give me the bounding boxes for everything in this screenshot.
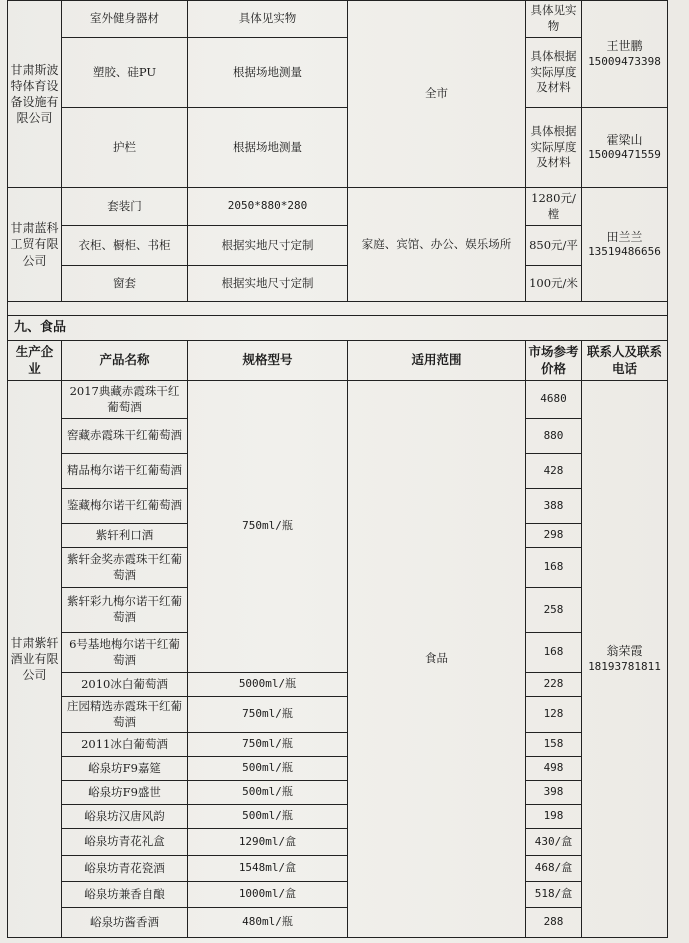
product-name: 峪泉坊酱香酒 (62, 908, 188, 938)
price: 158 (526, 733, 582, 757)
price: 具体根据实际厚度及材料 (526, 108, 582, 188)
product-name: 窖藏赤霞珠干红葡萄酒 (62, 419, 188, 454)
contact-phone: 15009473398 (588, 54, 661, 68)
spec: 500ml/瓶 (188, 805, 348, 829)
price: 258 (526, 588, 582, 633)
product-name: 2011冰白葡萄酒 (62, 733, 188, 757)
price: 298 (526, 524, 582, 548)
price: 428 (526, 454, 582, 489)
scope: 食品 (348, 381, 526, 938)
table-row (8, 226, 668, 266)
spec: 1290ml/盒 (188, 829, 348, 856)
spec: 根据实地尺寸定制 (188, 226, 348, 266)
product-name: 峪泉坊兼香自酿 (62, 882, 188, 908)
table-row (8, 673, 668, 697)
spec: 750ml/瓶 (188, 697, 348, 733)
table-row (8, 38, 668, 108)
company-name: 甘肃紫轩酒业有限公司 (8, 381, 62, 938)
price: 具体根据实际厚度及材料 (526, 38, 582, 108)
table-row (8, 381, 668, 419)
product-name: 紫轩利口酒 (62, 524, 188, 548)
product-name: 室外健身器材 (62, 1, 188, 38)
spec: 具体见实物 (188, 1, 348, 38)
table-row (8, 908, 668, 938)
table-row (8, 697, 668, 733)
spec: 5000ml/瓶 (188, 673, 348, 697)
price: 1280元/樘 (526, 188, 582, 226)
price: 228 (526, 673, 582, 697)
contact (582, 381, 668, 938)
spec: 1548ml/盒 (188, 856, 348, 882)
product-name: 衣柜、橱柜、书柜 (62, 226, 188, 266)
spacer-row (8, 302, 668, 316)
spec: 2050*880*280 (188, 188, 348, 226)
spec: 750ml/瓶 (188, 733, 348, 757)
price: 388 (526, 489, 582, 524)
spec: 根据场地测量 (188, 108, 348, 188)
contact-name: 霍梁山 (606, 132, 643, 147)
spec: 500ml/瓶 (188, 757, 348, 781)
price: 168 (526, 633, 582, 673)
company-name: 甘肃斯波特体育设备设施有限公司 (8, 1, 62, 188)
price: 430/盒 (526, 829, 582, 856)
contact-phone: 13519486656 (588, 245, 661, 259)
price: 128 (526, 697, 582, 733)
table-row (8, 856, 668, 882)
price: 288 (526, 908, 582, 938)
product-name: 套装门 (62, 188, 188, 226)
table-row (8, 108, 668, 188)
product-name: 窗套 (62, 266, 188, 302)
product-name: 峪泉坊汉唐风韵 (62, 805, 188, 829)
table-row (8, 733, 668, 757)
price: 468/盒 (526, 856, 582, 882)
product-name: 鉴藏梅尔诺干红葡萄酒 (62, 489, 188, 524)
section-title: 九、食品 (8, 316, 668, 341)
spec: 1000ml/盒 (188, 882, 348, 908)
price: 4680 (526, 381, 582, 419)
price: 850元/平 (526, 226, 582, 266)
spec: 750ml/瓶 (188, 381, 348, 673)
price: 198 (526, 805, 582, 829)
product-name: 塑胶、硅PU (62, 38, 188, 108)
contact-name: 王世鹏 (606, 39, 643, 54)
table-row (8, 188, 668, 226)
header-spec: 规格型号 (188, 341, 348, 381)
price: 518/盒 (526, 882, 582, 908)
spec: 根据实地尺寸定制 (188, 266, 348, 302)
product-name: 精品梅尔诺干红葡萄酒 (62, 454, 188, 489)
scope: 全市 (348, 1, 526, 188)
header-company: 生产企业 (8, 341, 62, 381)
header-scope: 适用范围 (348, 341, 526, 381)
product-name: 紫轩金奖赤霞珠干红葡萄酒 (62, 548, 188, 588)
product-name: 峪泉坊青花礼盒 (62, 829, 188, 856)
price: 880 (526, 419, 582, 454)
header-row (8, 341, 668, 381)
product-name: 紫轩彩九梅尔诺干红葡萄酒 (62, 588, 188, 633)
header-product: 产品名称 (62, 341, 188, 381)
contact-name: 翁荣霞 (606, 644, 643, 659)
spec: 根据场地测量 (188, 38, 348, 108)
contact (582, 188, 668, 302)
header-price: 市场参考价格 (526, 341, 582, 381)
price: 398 (526, 781, 582, 805)
price: 168 (526, 548, 582, 588)
product-name: 2010冰白葡萄酒 (62, 673, 188, 697)
spec: 480ml/瓶 (188, 908, 348, 938)
contact (582, 108, 668, 188)
product-name: 峪泉坊青花瓷酒 (62, 856, 188, 882)
table-row (8, 882, 668, 908)
product-name: 峪泉坊F9盛世 (62, 781, 188, 805)
table-row (8, 266, 668, 302)
header-contact: 联系人及联系电话 (582, 341, 668, 381)
product-name: 2017典藏赤霞珠干红葡萄酒 (62, 381, 188, 419)
table-row (8, 829, 668, 856)
contact-name: 田兰兰 (606, 229, 643, 244)
product-name: 护栏 (62, 108, 188, 188)
table-row (8, 805, 668, 829)
scope: 家庭、宾馆、办公、娱乐场所 (348, 188, 526, 302)
spec: 500ml/瓶 (188, 781, 348, 805)
price-table (7, 0, 668, 938)
company-name: 甘肃蓝科工贸有限公司 (8, 188, 62, 302)
product-name: 庄园精选赤霞珠干红葡萄酒 (62, 697, 188, 733)
price: 具体见实物 (526, 1, 582, 38)
price: 100元/米 (526, 266, 582, 302)
section-title-row (8, 316, 668, 341)
table-row (8, 781, 668, 805)
contact-phone: 15009471559 (588, 148, 661, 162)
contact (582, 1, 668, 108)
product-name: 峪泉坊F9嘉筵 (62, 757, 188, 781)
contact-phone: 18193781811 (588, 659, 661, 673)
price: 498 (526, 757, 582, 781)
table-row (8, 757, 668, 781)
product-name: 6号基地梅尔诺干红葡萄酒 (62, 633, 188, 673)
table-row (8, 1, 668, 38)
